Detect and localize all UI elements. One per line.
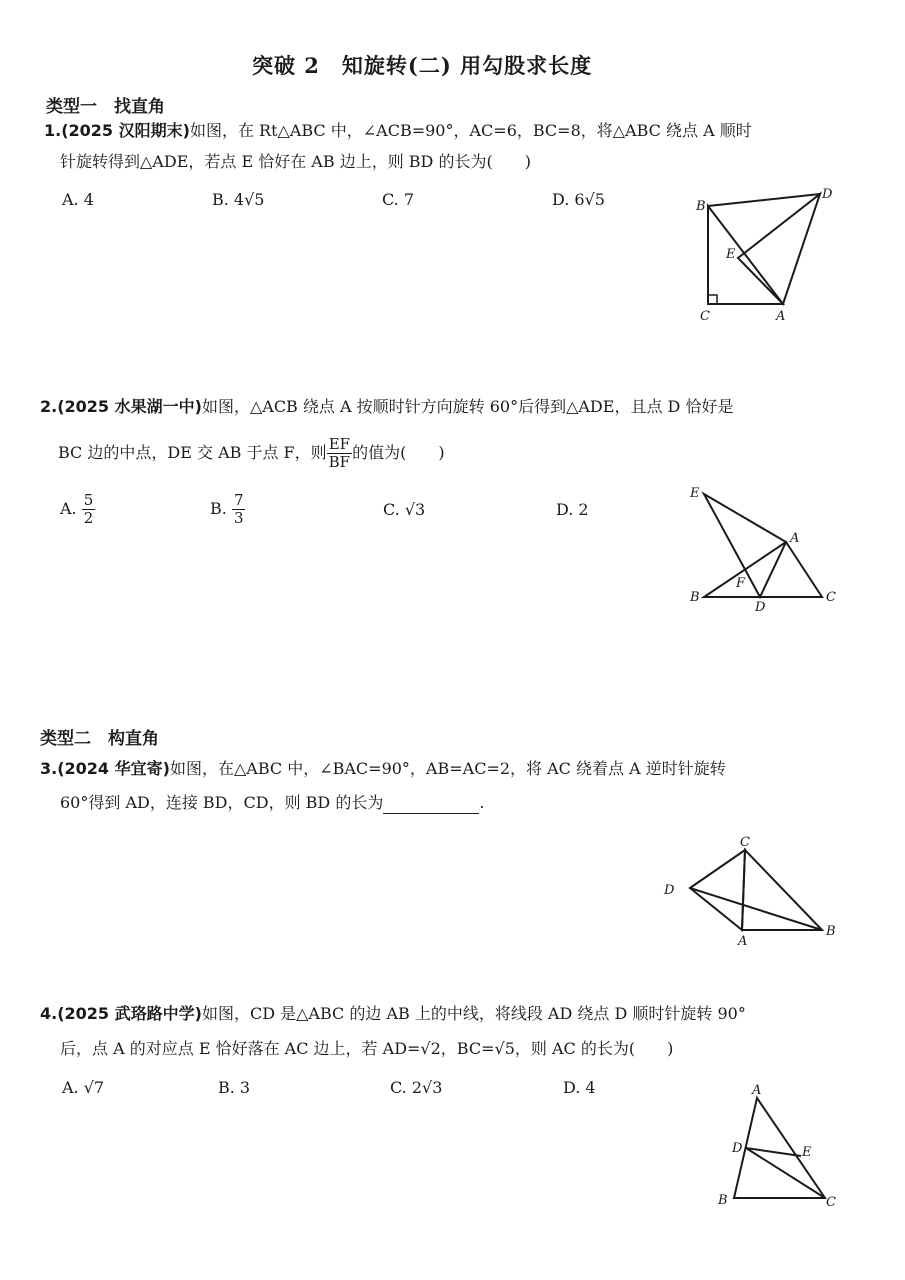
question-3-text-1: 如图，在△ABC 中，∠BAC=90°，AB=AC=2，将 AC 绕着点 A 逆时针旋转	[169, 759, 726, 778]
label-b: B	[696, 199, 706, 214]
question-2-number: 2.	[40, 397, 58, 416]
option-b-fraction	[232, 492, 246, 527]
question-4-option-c[interactable]: C. 2√3	[390, 1078, 443, 1097]
question-1-option-a[interactable]: A. 4	[62, 190, 94, 209]
answer-blank[interactable]	[383, 797, 479, 814]
question-1-source: (2025 汉阳期末)	[61, 121, 190, 140]
label-d: D	[755, 600, 766, 615]
question-4-option-a[interactable]: A. √7	[62, 1078, 105, 1097]
segment-bd	[708, 194, 820, 206]
question-2-line-1	[40, 396, 733, 418]
question-4-line-2: 后，点 A 的对应点 E 恰好落在 AC 边上，若 AD=√2，BC=√5，则 AC 的长为( )	[60, 1039, 674, 1058]
question-2-figure	[680, 480, 850, 630]
label-e: E	[802, 1145, 812, 1160]
question-2-source: (2025 水果湖一中)	[57, 397, 202, 416]
option-b-denominator: 3	[233, 509, 244, 527]
question-2-option-a[interactable]	[60, 490, 95, 528]
label-f: F	[736, 576, 746, 591]
triangle-ade	[738, 194, 820, 304]
right-angle-mark	[708, 295, 717, 304]
question-1-option-d[interactable]: D. 6√5	[552, 190, 605, 209]
question-3-period: .	[479, 793, 485, 812]
question-3-line-2	[60, 792, 484, 814]
section-heading-type-1: 类型一 找直角	[46, 97, 165, 117]
question-2-text-2: BC 边的中点，DE 交 AB 于点 F，则	[58, 443, 327, 462]
question-2-line-2	[58, 434, 445, 472]
section-heading-type-2: 类型二 构直角	[40, 729, 159, 749]
question-4-text-1: 如图，CD 是△ABC 的边 AB 上的中线，将线段 AD 绕点 D 顺时针旋转 90°	[201, 1004, 746, 1023]
question-1-line-1	[44, 120, 752, 142]
fraction-ef-bf	[327, 436, 352, 471]
label-b: B	[826, 924, 836, 939]
option-b-numerator: 7	[233, 491, 244, 509]
fraction-denominator: BF	[328, 453, 351, 471]
label-b: B	[718, 1193, 728, 1208]
question-1-text-1: 如图，在 Rt△ABC 中，∠ACB=90°，AC=6，BC=8，将△ABC 绕点 A 顺时	[189, 121, 752, 140]
option-a-denominator: 2	[83, 509, 94, 527]
page-title: 突破 2 知旋转(二) 用勾股求长度	[252, 53, 593, 78]
label-a: A	[790, 531, 800, 546]
question-4-option-b[interactable]: B. 3	[218, 1078, 251, 1097]
label-a: A	[752, 1083, 762, 1098]
question-2-text-1: 如图，△ACB 绕点 A 按顺时针方向旋转 60°后得到△ADE，且点 D 恰好是	[201, 397, 734, 416]
question-3-text-2: 60°得到 AD，连接 BD，CD，则 BD 的长为	[60, 793, 384, 812]
label-b: B	[690, 590, 700, 605]
label-a: A	[738, 934, 748, 949]
question-4-number: 4.	[40, 1004, 58, 1023]
question-1-option-b[interactable]: B. 4√5	[212, 190, 265, 209]
option-a-fraction	[82, 492, 96, 527]
label-d: D	[664, 883, 675, 898]
question-3-line-1	[40, 758, 726, 780]
question-1-number: 1.	[44, 121, 62, 140]
question-2-text-3: 的值为( )	[352, 443, 445, 462]
label-c: C	[740, 835, 750, 850]
label-d: D	[732, 1141, 743, 1156]
option-b-label: B.	[210, 499, 227, 518]
question-4-figure	[710, 1080, 850, 1220]
question-1-line-2: 针旋转得到△ADE，若点 E 恰好在 AB 边上，则 BD 的长为( )	[60, 152, 531, 171]
question-1-figure	[690, 180, 840, 325]
option-a-numerator: 5	[83, 491, 94, 509]
label-c: C	[826, 1195, 836, 1210]
question-2-option-d[interactable]: D. 2	[556, 500, 589, 519]
fraction-numerator: EF	[327, 436, 352, 454]
question-1-option-c[interactable]: C. 7	[382, 190, 415, 209]
question-2-option-b[interactable]	[210, 490, 245, 528]
question-4-option-d[interactable]: D. 4	[563, 1078, 596, 1097]
label-e: E	[690, 486, 700, 501]
question-3-number: 3.	[40, 759, 58, 778]
label-a: A	[776, 309, 786, 324]
question-4-source: (2025 武珞路中学)	[57, 1004, 202, 1023]
question-3-figure	[660, 830, 845, 950]
segment-cd	[746, 1148, 825, 1198]
option-a-label: A.	[60, 499, 77, 518]
label-c: C	[700, 309, 710, 324]
question-2-option-c[interactable]: C. √3	[383, 500, 426, 519]
triangle-abc	[708, 206, 783, 304]
label-d: D	[822, 187, 833, 202]
label-c: C	[826, 590, 836, 605]
question-4-line-1	[40, 1003, 746, 1025]
question-3-source: (2024 华宜寄)	[57, 759, 170, 778]
label-e: E	[726, 247, 736, 262]
